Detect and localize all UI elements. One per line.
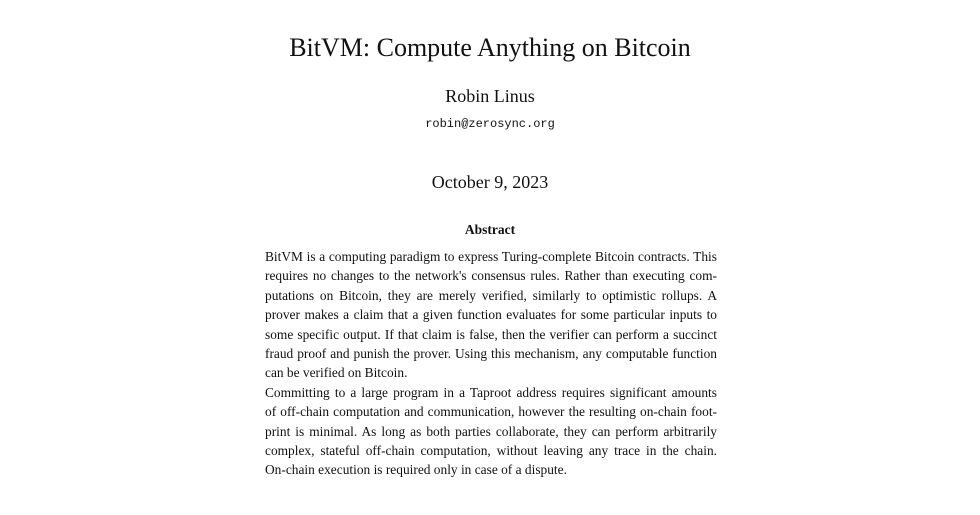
abstract-line: BitVM is a computing paradigm to express Turing-complete Bitcoin contracts. This [265, 249, 717, 264]
abstract-line: putations on Bitcoin, they are merely verified, similarly to optimistic rollups. A [265, 287, 717, 303]
abstract-line: Committing to a large program in a Taproot address requires significant amounts [265, 384, 717, 400]
abstract-body [265, 247, 717, 480]
author-name: Robin Linus [445, 86, 535, 106]
abstract-line: of off-chain computation and communication, however the resulting on-chain foot- [265, 404, 717, 420]
abstract-line: can be verified on Bitcoin. [265, 365, 408, 381]
abstract-line: complex, stateful off-chain computation, without leaving any trace in the chain. [265, 442, 717, 458]
abstract-heading: Abstract [464, 222, 516, 237]
abstract-line: On-chain execution is required only in case of a dispute. [265, 462, 567, 478]
abstract-line: fraud proof and punish the prover. Using this mechanism, any computable function [265, 345, 717, 361]
publication-date: October 9, 2023 [431, 172, 549, 192]
abstract-line: print is minimal. As long as both parties collaborate, they can perform arbitrarily [265, 423, 717, 439]
paper-title: BitVM: Compute Anything on Bitcoin [289, 33, 691, 62]
abstract-line: some specific output. If that claim is false, then the verifier can perform a succinct [265, 326, 717, 342]
author-email: robin@zerosync.org [425, 117, 555, 131]
abstract-line: requires no changes to the network's consensus rules. Rather than executing com- [265, 268, 717, 284]
abstract-line: prover makes a claim that a given function evaluates for some particular inputs to [265, 307, 717, 323]
